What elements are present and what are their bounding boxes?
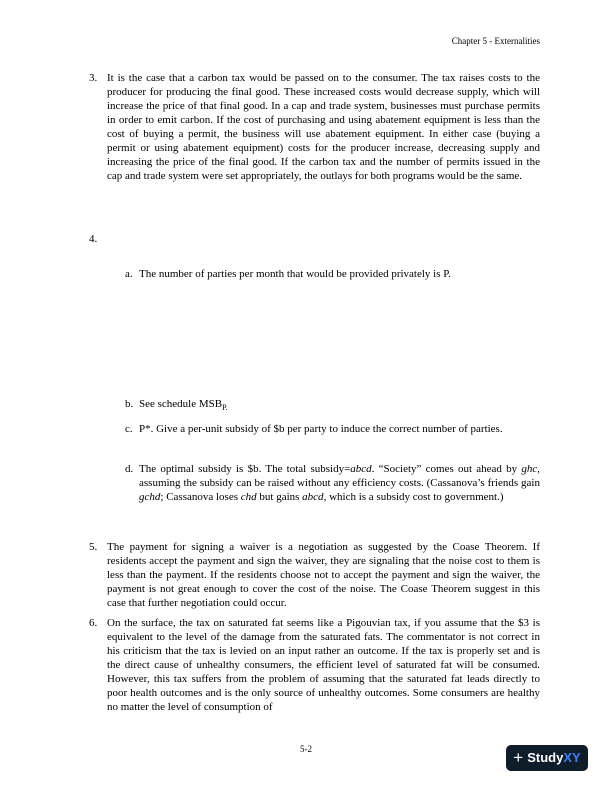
- studyxy-badge[interactable]: [506, 745, 588, 771]
- sub-answer-text-main: See schedule MSB: [139, 398, 223, 410]
- text-run: but gains: [256, 491, 303, 503]
- text-run: The optimal subsidy is $b. The total subsidy=: [139, 463, 351, 475]
- italic-term: gchd: [139, 491, 161, 503]
- answer-text: On the surface, the tax on saturated fat seems like a Pigouvian tax, if you assume that the $3 is equivalent to the level of the damage from the saturated fats. The commentator is not correct in his criticism that the tax is levied on an input rather an outcome. If the tax is properly set and is the direct cause of unhealthy consumers, the efficient level of saturated fat will be consumed. However, this tax suffers from the problem of assuming that the saturated fat leads directly to poor health outcomes and is the only source of unhealthy outcomes. Some consumers are healthy no matter the level of consumption of: [107, 617, 540, 713]
- italic-term: abcd: [302, 491, 324, 503]
- page-number: 5-2: [300, 744, 312, 754]
- italic-term: ghc: [521, 463, 538, 475]
- chapter-header: Chapter 5 - Externalities: [451, 36, 540, 46]
- italic-term: abcd: [350, 463, 372, 475]
- sub-answer-text: The number of parties per month that would be provided privately is P.: [139, 268, 451, 280]
- sub-answer-text: [139, 397, 540, 415]
- sub-answer-text: [139, 462, 540, 504]
- answer-3: [72, 71, 540, 183]
- sub-answer-letter: b.: [125, 398, 134, 410]
- answer-5: [72, 540, 540, 610]
- text-run: . “Society” comes out ahead by: [371, 463, 522, 475]
- subscript: P.: [222, 403, 228, 413]
- brand-accent-text: XY: [563, 750, 581, 765]
- answer-number: 3.: [89, 72, 98, 84]
- answer-4c: [125, 422, 540, 436]
- answer-number: 4.: [89, 233, 98, 245]
- answer-6: [72, 616, 540, 714]
- answer-text: The payment for signing a waiver is a negotiation as suggested by the Coase Theorem. If residents accept the payment and sign the waiver, they are signaling that the noise cost to them is less than the payment. If the residents choose not to accept the payment and sign the waiver, the payment is not great enough to cover the cost of the noise. The Coase Theorem suggest in this case that further negotiation could occur.: [107, 541, 540, 609]
- answer-4d: [125, 462, 540, 504]
- italic-term: chd: [240, 491, 257, 503]
- sub-answer-letter: d.: [125, 463, 134, 475]
- answer-text: It is the case that a carbon tax would be passed on to the consumer. The tax raises costs to the producer for producing the final good. These increased costs would decrease supply, which will increase the price of that final good. In a cap and trade system, businesses must purchase permits in order to emit carbon. If the cost of purchasing and using abatement equipment is less than the cost of buying a permit, the business will use abatement equipment. In either case (buying a permit or using abatement equipment) costs for the producer increase, decreasing supply and increasing the price of the final good. If the carbon tax and the number of permits issued in the cap and trade system were set appropriately, the outlays for both programs would be the same.: [107, 72, 540, 182]
- plus-icon: +: [513, 748, 524, 767]
- brand-text: Study: [527, 750, 564, 765]
- sub-answer-text: P*. Give a per-unit subsidy of $b per party to induce the correct number of parties.: [139, 423, 503, 435]
- text-run: , which is a subsidy cost to government.): [323, 491, 504, 503]
- answer-number: 6.: [89, 617, 98, 629]
- answer-4a: [125, 267, 540, 281]
- sub-answer-letter: a.: [125, 268, 133, 280]
- sub-answer-letter: c.: [125, 423, 133, 435]
- answer-4b: [125, 397, 540, 415]
- text-run: , assuming the subsidy can be raised without any efficiency costs. (Cassanova’s friends gain: [139, 463, 540, 489]
- text-run: ; Cassanova loses: [160, 491, 241, 503]
- answer-number: 5.: [89, 541, 98, 553]
